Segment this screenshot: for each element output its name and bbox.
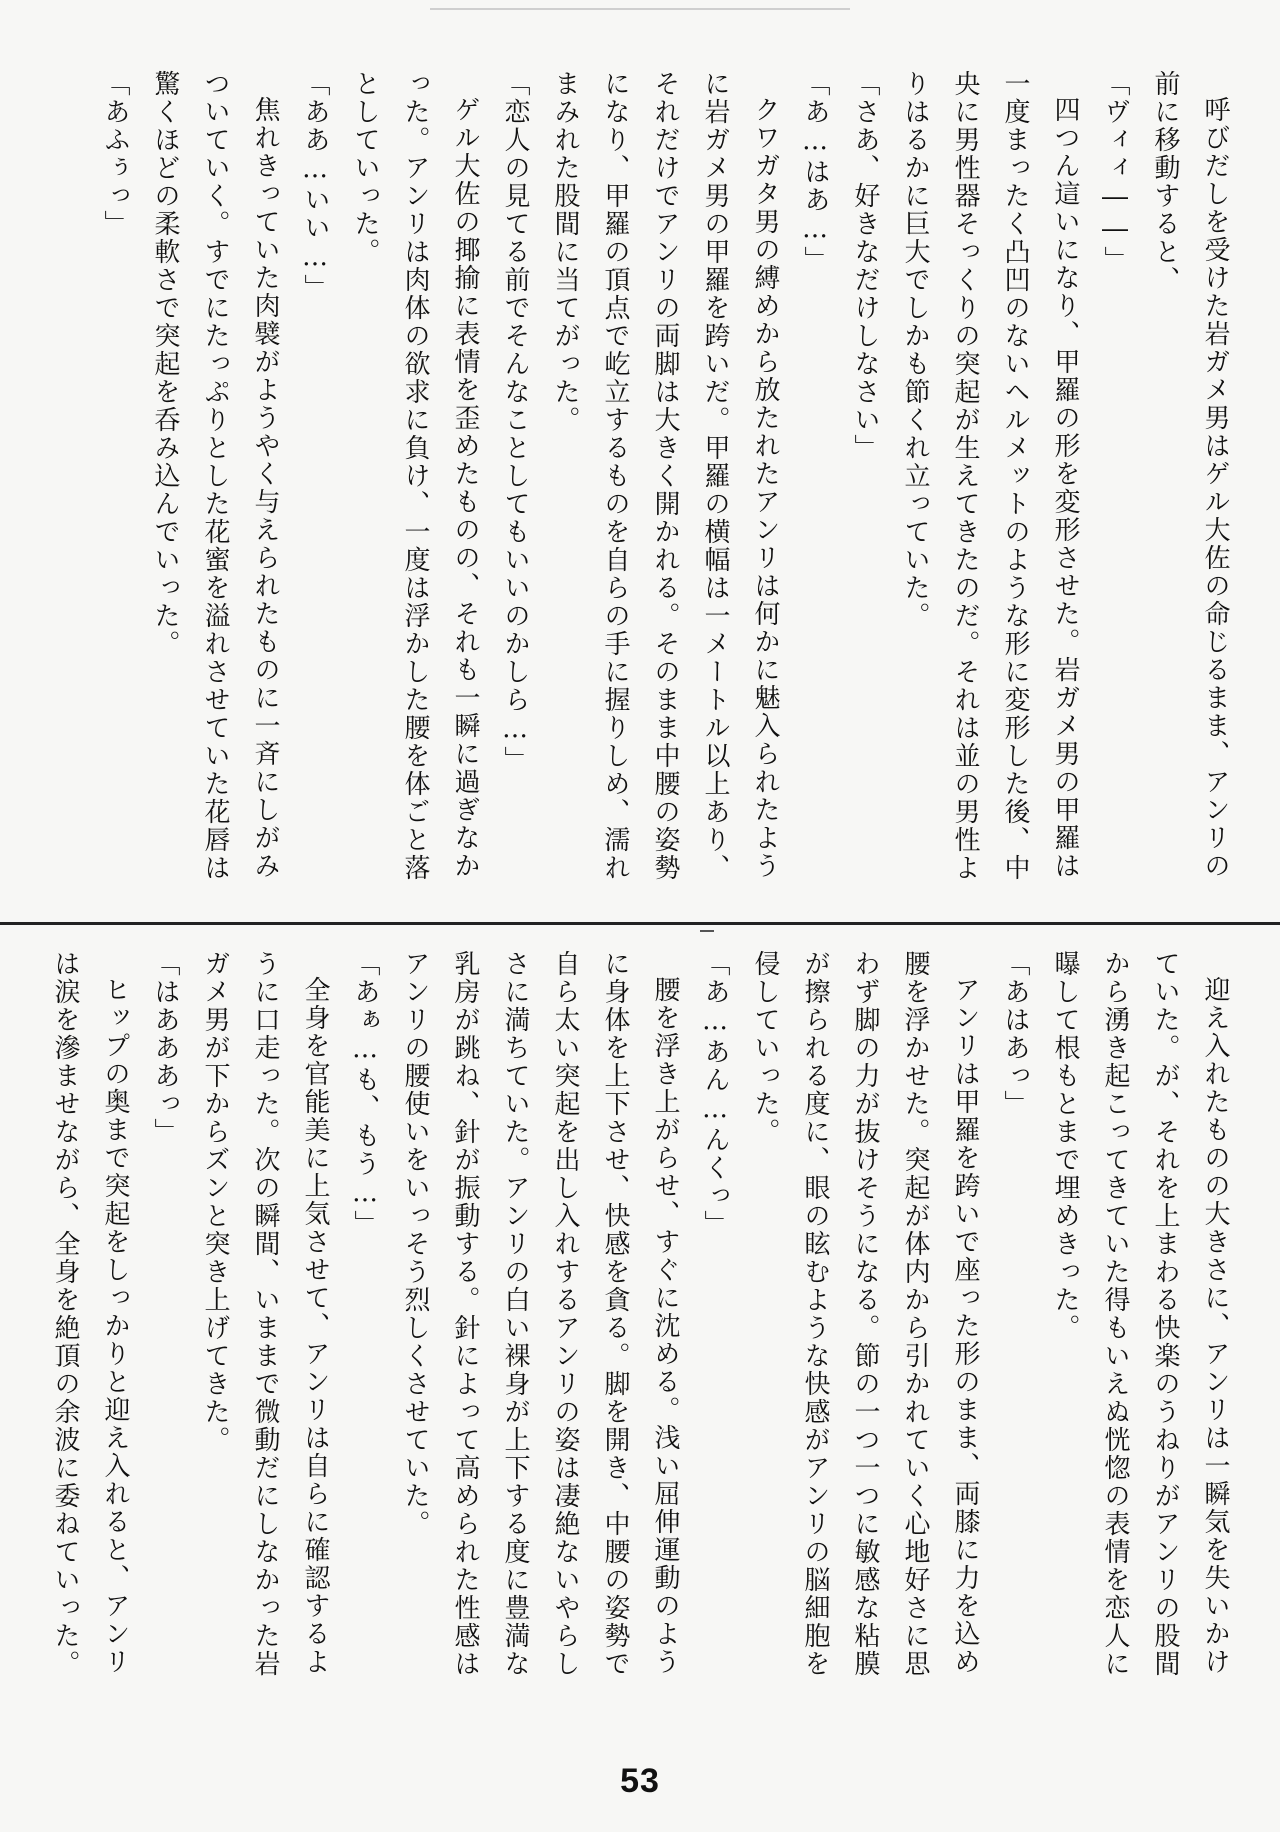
paragraph: 全身を官能美に上気させて、アンリは自らに確認するように口走った。次の瞬間、いままで微動だにしなかった岩ガメ男が下からズンと突き上げてきた。 xyxy=(200,950,330,1678)
page-top-edge xyxy=(430,8,850,10)
top-text-columns xyxy=(90,70,1240,900)
paragraph: 迎え入れたものの大きさに、アンリは一瞬気を失いかけていた。が、それを上まわる快楽のうねりがアンリの股間から湧き起こってきていた得もいえぬ恍惚の表情を恋人に曝して根もとまで埋めきった。 xyxy=(1050,950,1230,1678)
dialogue-line: 「恋人の見てる前でそんなことしてもいいのかしら…」 xyxy=(500,70,530,774)
paragraph: 腰を浮き上がらせ、すぐに沈める。浅い屈伸運動のように身体を上下させ、快感を貪る。脚を開き、中腰の姿勢で自ら太い突起を出し入れするアンリの姿は凄絶ないやらしさに満ちていた。アンリの白い裸身が上下する度に豊満な乳房が跳ね、針が振動する。針によって高められた性感はアンリの腰使いをいっそう烈しくさせていた。 xyxy=(400,950,680,1678)
paragraph: 四つん這いになり、甲羅の形を変形させた。岩ガメ男の甲羅は一度まったく凸凹のないヘルメットのような形に変形した後、中央に男性器そっくりの突起が生えてきたのだ。それは並の男性よりはるかに巨大でしかも節くれ立っていた。 xyxy=(900,70,1080,882)
dialogue-line: 「あ…はあ…」 xyxy=(800,70,830,274)
dialogue-line: 「あぁ…も、もう…」 xyxy=(350,950,380,1238)
section-divider xyxy=(0,922,1280,925)
top-text-section xyxy=(40,70,1240,900)
bottom-text-section xyxy=(40,950,1240,1690)
paragraph: 呼びだしを受けた岩ガメ男はゲル大佐の命じるまま、アンリの前に移動すると、 xyxy=(1150,70,1230,880)
paragraph: 焦れきっていた肉襞がようやく与えられたものに一斉にしがみついていく。すでにたっぷりとした花蜜を溢れさせていた花唇は驚くほどの柔軟さで突起を呑み込んでいった。 xyxy=(150,70,280,882)
dialogue-line: 「ああ…いい…」 xyxy=(300,70,330,302)
dialogue-line: 「はあああっ」 xyxy=(150,950,180,1146)
dialogue-line: 「あ…あん…んくっ」 xyxy=(700,950,730,1238)
dialogue-line: 「ヴィィ――」 xyxy=(1100,70,1130,274)
dialogue-line: 「あふぅっ」 xyxy=(100,70,130,238)
page-number: 53 xyxy=(620,1762,660,1800)
paragraph: クワガタ男の縛めから放たれたアンリは何かに魅入られたように岩ガメ男の甲羅を跨いだ。甲羅の横幅は一メートル以上あり、それだけでアンリの両脚は大きく開かれる。そのまま中腰の姿勢になり、甲羅の頂点で屹立するものを自らの手に握りしめ、濡れまみれた股間に当てがった。 xyxy=(550,70,780,882)
paragraph: ゲル大佐の揶揄に表情を歪めたものの、それも一瞬に過ぎなかった。アンリは肉体の欲求に負け、一度は浮かした腰を体ごと落としていった。 xyxy=(350,70,480,882)
divider-mark xyxy=(700,930,714,932)
paragraph: ヒップの奥まで突起をしっかりと迎え入れると、アンリは涙を滲ませながら、全身を絶頂の余波に委ねていった。 xyxy=(50,950,130,1678)
bottom-text-columns xyxy=(40,950,1240,1690)
dialogue-line: 「さあ、好きなだけしなさい」 xyxy=(850,70,880,462)
dialogue-line: 「あはあっ」 xyxy=(1000,950,1030,1118)
paragraph: アンリは甲羅を跨いで座った形のまま、両膝に力を込め腰を浮かせた。突起が体内から引かれていく心地好さに思わず脚の力が抜けそうになる。節の一つ一つに敏感な粘膜が擦られる度に、眼の眩むような快感がアンリの脳細胞を侵していった。 xyxy=(750,950,980,1678)
